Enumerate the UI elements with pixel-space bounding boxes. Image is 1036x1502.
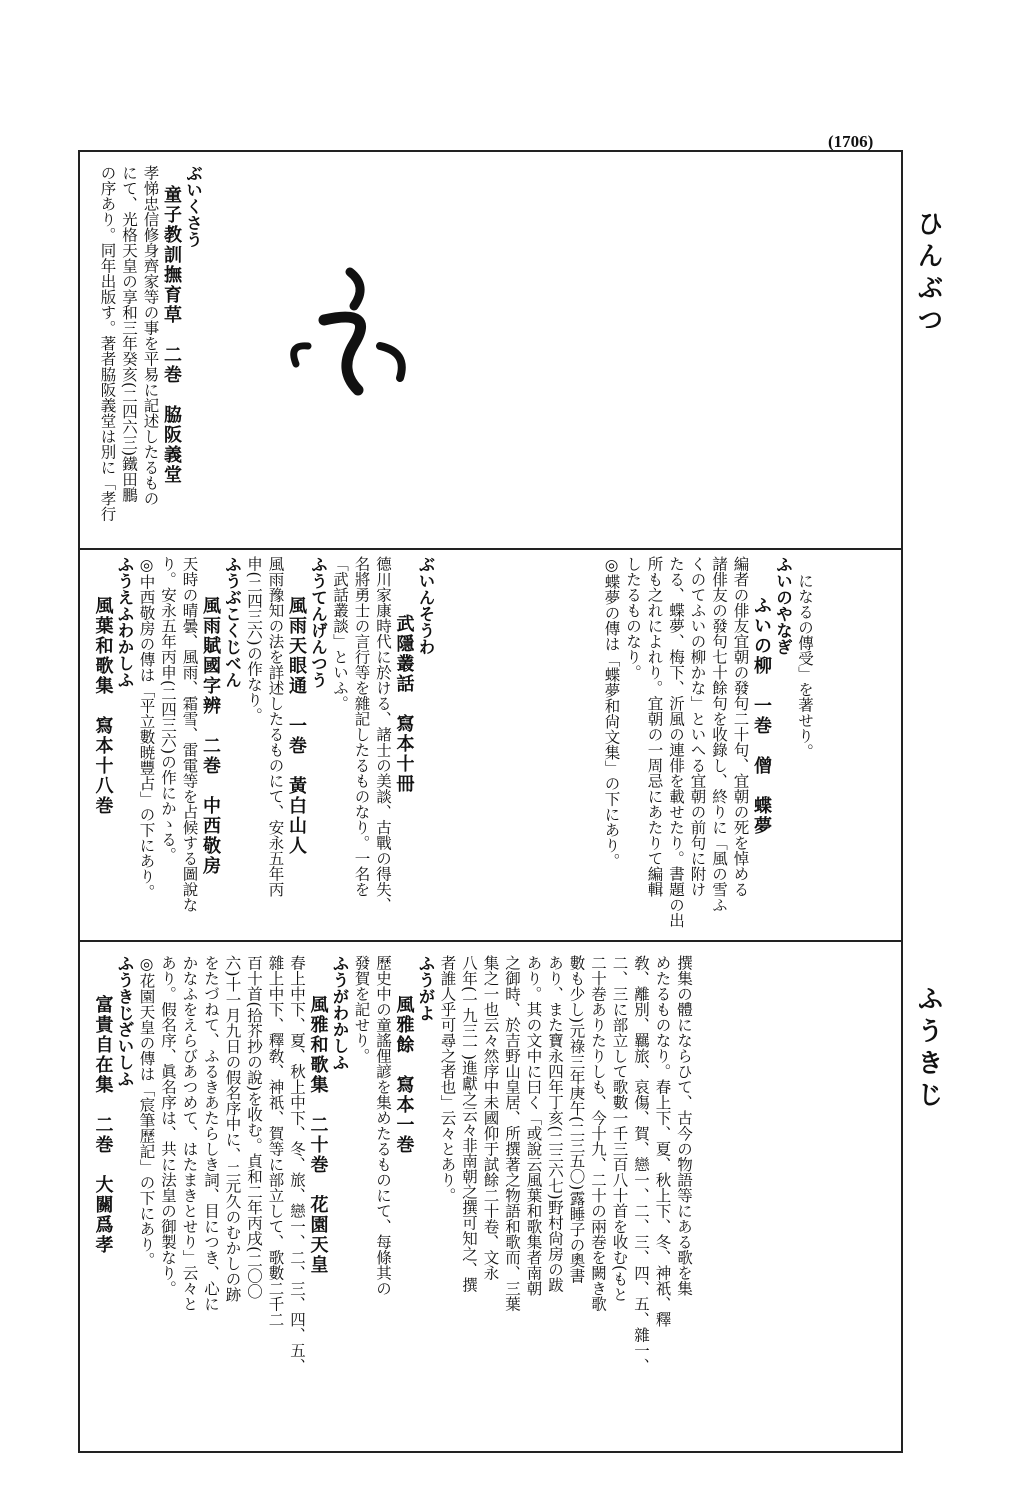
entry-reading-heading: ふうがわかしふ <box>330 955 349 1071</box>
entry-reading-heading: ふいのやなぎ <box>773 556 793 655</box>
text-line: 敎、離別、羈旅、哀傷、賀、戀一、二、三、四、五、雜一、 <box>632 955 650 1374</box>
text-line: をたづねて、ふるきあたらしき詞、目につき、心に <box>202 955 220 1312</box>
text-line: 者誰人乎可尋之者也」云々とあり。 <box>438 955 457 1203</box>
text-line: ◎蝶夢の傳は「蝶夢和尙文集」の下にあり。 <box>602 556 621 869</box>
text-line: 六)十一月九日の假名序中に、二元久のむかしの跡 <box>223 955 242 1303</box>
entry-title-line: 富貴自在集 二巻 大關爲孝 <box>92 994 114 1255</box>
entry-reading-heading: ふうがよ <box>416 955 435 1021</box>
entry-title-line: 風雨賦國字辨 二巻 中西敬房 <box>200 595 221 876</box>
entry-title-line: 風雅餘 寫本一巻 <box>393 994 415 1155</box>
text-line: の序あり。同年出版す。著者脇阪義堂は別に「孝行 <box>98 165 117 522</box>
text-line: くのてふいの柳かな」といへる宜朝の前句に附け <box>688 556 707 897</box>
text-line: したるものなり。 <box>624 556 642 680</box>
kana-heading-text: ふ <box>349 406 351 407</box>
text-line: にて、光格天皇の享和三年癸亥(二四六三)鐵田鵬 <box>120 165 138 503</box>
section-fuukishu-etc <box>92 955 694 1435</box>
section-fui-no-yanagi <box>600 556 815 931</box>
text-line: あり、また寶永四年丁亥(二三六七)野村尙房の跋 <box>546 955 564 1293</box>
section-buikusou <box>96 165 204 540</box>
text-line: 孝悌忠信修身齊家等の事を平易に記述したるもの <box>141 165 160 506</box>
text-line: たる、蝶夢、梅下、沂風の連俳を載せたり。書題の出 <box>667 556 685 928</box>
text-line: 集之一也云々然序中未國仰于試餘二十卷、文永 <box>481 955 500 1281</box>
entry-reading-heading: ふうてんげんつう <box>308 556 328 688</box>
text-line: 發賀を記せり。 <box>352 955 371 1064</box>
text-line: 德川家康時代に於ける、諸士の美談、古戰の得失、 <box>374 556 392 913</box>
text-line: 歷史中の童謠俚諺を集めたるものにて、每條其の <box>374 955 392 1296</box>
divider-lower <box>78 940 903 942</box>
entry-title-line: ふいの柳 一巻 僧 蝶夢 <box>751 595 772 836</box>
text-line: 春上中下、夏、秋上中下、冬、旅、戀一、二、三、四、五、 <box>288 955 306 1374</box>
text-line: になるの傳受」を著せり。 <box>796 573 814 760</box>
text-line: 撰集の體にならひて、古今の物語等にある歌を集 <box>675 955 693 1296</box>
text-line: 二十巻ありたりしも、今十九、二十の兩巻を闕き歌 <box>589 955 607 1312</box>
divider-upper <box>78 548 903 550</box>
running-head-top: ひんぶつ <box>913 210 943 338</box>
text-line: 申(二四三六)の作なり。 <box>245 556 263 724</box>
text-line: 諸俳友の發句七十餘句を收錄し、終りに「風の雪ふ <box>710 556 728 913</box>
entry-title-line: 武隱叢話 寫本十冊 <box>393 613 415 794</box>
text-line: めたるものなり。春上下、夏、秋上下、冬、神祇、釋 <box>653 955 672 1327</box>
text-line: 所も之れによれり。宜朝の一周忌にあたりて編輯 <box>645 556 664 897</box>
text-line: 風雨豫知の法を詳述したるものにて、安永五年丙 <box>266 556 285 897</box>
text-line: ◎中西敬房の傳は「平立數暁豐占」の下にあり。 <box>137 556 156 900</box>
entry-reading-heading: ぶいんそうわ <box>416 556 435 655</box>
entry-title-line: 風雅和歌集 二十巻 花園天皇 <box>307 994 329 1275</box>
entry-reading-heading: ふうぶこくじべん <box>222 556 242 688</box>
page-number: (1706) <box>828 132 874 151</box>
entry-title-line: 童子教訓撫育草 二巻 脇阪義堂 <box>161 184 182 485</box>
kana-heading-fu <box>280 260 420 410</box>
text-line: り。安永五年丙申(二四三六)の作にかゝる。 <box>159 556 177 863</box>
text-line: かなふをえらびあつめて、はたまきとせり」云々と <box>180 955 199 1312</box>
text-line: あり。其の文中に曰く「或說云風葉和歌集者南朝 <box>524 955 543 1296</box>
text-line: 二、三に部立して歌數一千三百八十首を收む(もと <box>610 955 629 1303</box>
running-head-bottom: ふうきじ <box>913 985 943 1113</box>
text-line: 數も少し)元祿三年庚午(二三五〇)露睡子の奧書 <box>567 955 586 1284</box>
entry-title-line: 風葉和歌集 寫本十八巻 <box>92 595 114 816</box>
text-line: 編者の俳友宜朝の發句二十句、宜朝の死を悼める <box>731 556 750 897</box>
text-line: 百十首(拾芥抄の說)を收む。貞和二年丙戌(二〇〇 <box>245 955 263 1299</box>
text-line: 之御時、於吉野山皇居、所撰著之物語和歌而、三葉 <box>503 955 521 1312</box>
entry-reading-heading: ふうえふわかしふ <box>115 556 134 688</box>
text-line: 名將勇士の言行等を雜記したるものなり。一名を <box>352 556 371 897</box>
text-line: 天時の晴曇、風雨、霜雪、雷電等を占候する圖說な <box>180 556 199 913</box>
entry-reading-heading: ぶいくさう <box>183 165 203 248</box>
text-line: あり。假名序、眞名序は、共に法皇の御製なり。 <box>159 955 177 1296</box>
text-line: 雜上中下、釋敎、神祇、賀等に部立して、歌數二千二 <box>266 955 285 1327</box>
entry-reading-heading: ふうきじざいしふ <box>115 955 134 1087</box>
section-buin-sowa-etc <box>92 556 436 931</box>
entry-title-line: 風雨天眼通 一巻 黃白山人 <box>286 595 307 856</box>
text-line: 八年(一九三一)進獻之云々非南朝之撰可知之、撰 <box>460 955 478 1293</box>
text-line: 「武話叢談」といふ。 <box>331 556 349 711</box>
text-line: ◎花園天皇の傳は「宸筆歷記」の下にあり。 <box>137 955 156 1268</box>
